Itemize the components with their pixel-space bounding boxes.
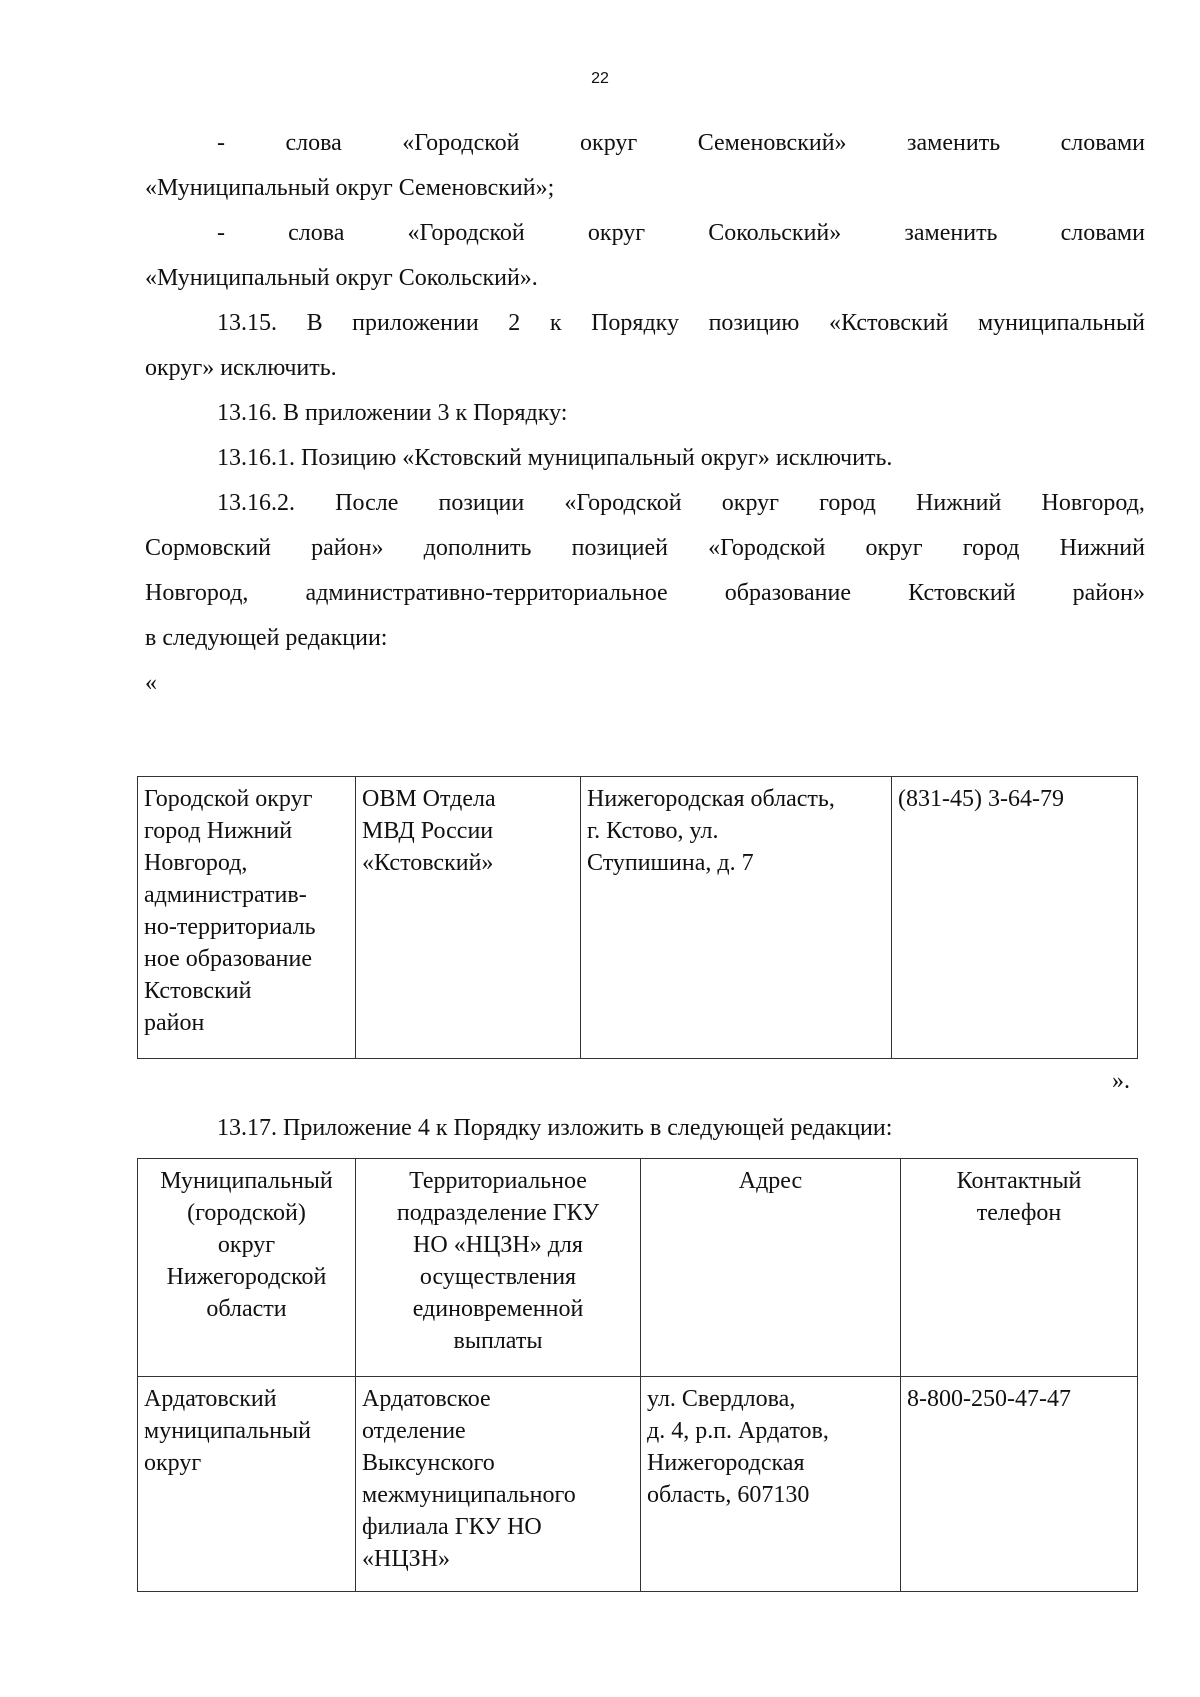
close-quote: ». [1112,1068,1130,1094]
paragraph-4: 13.16. В приложении 3 к Порядку: [217,400,568,426]
paragraph-6-line-4: в следующей редакции: [145,625,388,651]
paragraph-1-line-1: - слова «Городской округ Семеновский» заменить словами [217,130,1145,156]
page-number: 22 [591,70,609,87]
table-row [138,777,1138,1059]
paragraph-5: 13.16.1. Позицию «Кстовский муниципальный округ» исключить. [217,445,893,471]
cell-district: Ардатовский муниципальный округ [138,1377,356,1592]
table-appendix-4 [137,1158,1138,1592]
cell-office: ОВМ Отдела МВД России «Кстовский» [356,777,581,1059]
paragraph-7: 13.17. Приложение 4 к Порядку изложить в следующей редакции: [217,1115,893,1141]
cell-office: Ардатовское отделение Выксунского межмуниципального филиала ГКУ НО «НЦЗН» [356,1377,641,1592]
paragraph-2-line-1: - слова «Городской округ Сокольский» заменить словами [217,220,1145,246]
header-district: Муниципальный (городской) округ Нижегородской области [138,1159,356,1377]
open-quote: « [145,670,157,696]
paragraph-6-line-1: 13.16.2. После позиции «Городской округ город Нижний Новгород, [217,490,1145,516]
paragraph-3-line-2: округ» исключить. [145,355,337,381]
cell-district: Городской округ город Нижний Новгород, административ- но-территориаль ное образование Кстовский район [138,777,356,1059]
cell-address: ул. Свердлова, д. 4, р.п. Ардатов, Нижегородская область, 607130 [641,1377,901,1592]
table-row [138,1377,1138,1592]
cell-address: Нижегородская область, г. Кстово, ул. Ступишина, д. 7 [581,777,892,1059]
paragraph-6-line-3: Новгород, административно-территориальное образование Кстовский район» [145,580,1145,606]
header-phone: Контактный телефон [901,1159,1138,1377]
table-header-row [138,1159,1138,1377]
cell-phone: 8-800-250-47-47 [901,1377,1138,1592]
header-office: Территориальное подразделение ГКУ НО «НЦЗН» для осуществления единовременной выплаты [356,1159,641,1377]
paragraph-2-line-2: «Муниципальный округ Сокольский». [145,265,538,291]
paragraph-3-line-1: 13.15. В приложении 2 к Порядку позицию «Кстовский муниципальный [217,310,1145,336]
header-address: Адрес [641,1159,901,1377]
paragraph-1-line-2: «Муниципальный округ Семеновский»; [145,175,555,201]
paragraph-6-line-2: Сормовский район» дополнить позицией «Городской округ город Нижний [145,535,1145,561]
table-kstovo-position [137,776,1138,1059]
cell-phone: (831-45) 3-64-79 [892,777,1138,1059]
